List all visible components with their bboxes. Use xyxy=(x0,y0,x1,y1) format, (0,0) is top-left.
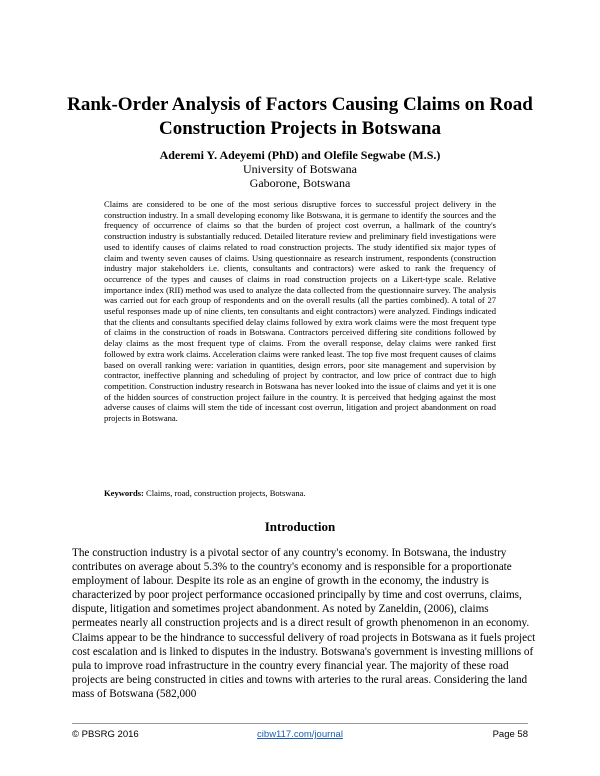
paper-title-line-2: Construction Projects in Botswana xyxy=(158,118,441,139)
footer-divider xyxy=(72,723,528,724)
keywords-label: Keywords: xyxy=(104,488,144,498)
author-names: Aderemi Y. Adeyemi (PhD) and Olefile Segwabe (M.S.) xyxy=(159,148,441,162)
introduction-paragraph: The construction industry is a pivotal sector of any country's economy. In Botswana, the industry contributes on average about 5.3% to the country's economy and is responsible for a proportionate employment of labour. Despite its role as an engine of growth in the economy, the industry is characterized by poor project performance occasioned principally by time and cost overruns, claims, dispute, litigation and sometimes project abandonment. As noted by Zaneldin, (2006), claims permeates nearly all construction projects and is a direct result of growth phenomenon in an economy. Claims appear to be the hindrance to successful delivery of road projects in Botswana as it fuels project cost escalation and is linked to disputes in the industry. Botswana's government is investing millions of pula to improve road infrastructure in the country every financial year. The majority of these road projects are being constructed in cities and towns with arteries to the rural areas. Considering the land mass of Botswana (582,000 xyxy=(72,547,536,700)
paper-title xyxy=(60,93,540,141)
section-heading-introduction: Introduction xyxy=(264,519,336,534)
keywords xyxy=(104,488,496,499)
author-location: Gaborone, Botswana xyxy=(249,176,351,190)
footer-page-number: Page 58 xyxy=(492,729,528,740)
abstract: Claims are considered to be one of the most serious disruptive forces to successful project delivery in the construction industry. In a small developing economy like Botswana, it is germane to identify the sources and the frequency of occurrence of claims so that the burden of project cost overrun, a hallmark of the country's construction industry is substantially reduced. Detailed literature review and preliminary field investigations were used to identify causes of claims related to road construction projects. The study identified six major types of claim and twenty seven causes of claims. Using questionnaire as research instrument, respondents (construction industry major stakeholders i.e. clients, consultants and contractors) were asked to rank the frequency of occurrence of the types and causes of claims in road construction projects on a Likert-type scale. Relative importance index (RII) method was used to analyze the data collected from the questionnaire survey. The analysis was carried out for each group of respondents and on the overall results (all the parties combined). A total of 27 useful responses made up of nine clients, ten consultants and eight contractors) were analyzed. Findings indicated that the clients and consultants specified delay claims followed by extra work claims were the most frequent type of claims in the construction of roads in Botswana. Contractors perceived differing site conditions followed by delay claims as the most frequent type of claims. From the overall response, delay claims were ranked first followed by extra work claims. Acceleration claims were ranked least. The top five most frequent causes of claims based on overall ranking were: variation in quantities, design errors, poor site management and supervision by contractor, ineffective planning and scheduling of project by contractor, and low price of contract due to high competition. Construction industry research in Botswana has never looked into the issue of claims and yet it is one of the hidden sources of construction project failure in the country. It is perceived that hedging against the most adverse causes of claims will stem the tide of incessant cost overrun, litigation and project abandonment on road projects in Botswana. xyxy=(104,199,496,424)
footer-copyright: © PBSRG 2016 xyxy=(72,729,139,740)
author-block xyxy=(60,148,540,190)
keywords-text: Claims, road, construction projects, Botswana. xyxy=(143,488,306,498)
author-affiliation: University of Botswana xyxy=(243,162,357,176)
footer-journal-link[interactable]: cibw117.com/journal xyxy=(257,729,343,740)
paper-title-line-1: Rank-Order Analysis of Factors Causing Claims on Road xyxy=(67,94,533,115)
